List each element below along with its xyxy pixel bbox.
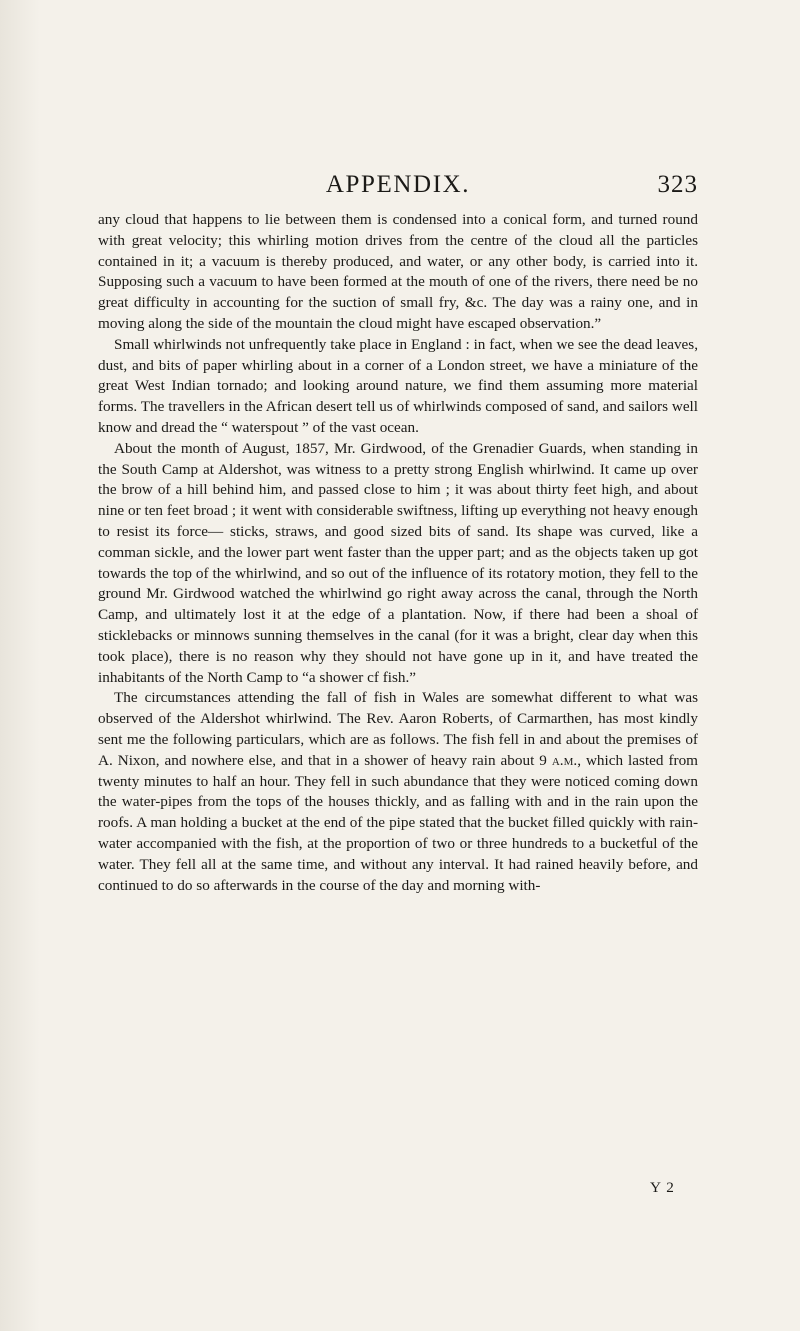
- paragraph-wales: [98, 688, 698, 896]
- paragraph-continuation: any cloud that happens to lie between them is condensed into a conical form, and turned round with great velocity; this whirling motion drives from the centre of the cloud all the particles contained in it; a vacuum is thereby produced, and water, or any other body, is carried into it. Supposing such a vacuum to have been formed at the mouth of one of the rivers, there need be no great difficulty in accounting for the suction of small fry, &c. The day was a rainy one, and in moving along the side of the mountain the cloud might have escaped observation.”: [98, 211, 698, 332]
- paragraph-aldershot: About the month of August, 1857, Mr. Girdwood, of the Grenadier Guards, when standing in the South Camp at Aldershot, was witness to a pretty strong English whirlwind. It came up over the brow of a hill behind him, and passed close to him ; it was about thirty feet high, and about nine or ten feet broad ; it went with considerable swiftness, lifting up everything not heavy enough to resist its force— sticks, straws, and good sized bits of sand. Its shape was curved, like a comman sickle, and the lower part went faster than the upper part; and as the objects taken up got towards the top of the whirlwind, and so out of the influence of its rotatory motion, they fell to the ground Mr. Girdwood watched the whirlwind go right away across the canal, through the North Camp, and ultimately lost it at the edge of a plantation. Now, if there had been a shoal of sticklebacks or minnows sunning themselves in the canal (for it was a bright, clear day when this took place), there is no reason why they should not have gone up in it, and have treated the inhabitants of the North Camp to “a shower cf fish.”: [98, 439, 698, 686]
- body-text: [98, 210, 698, 896]
- page-number: 323: [657, 171, 698, 198]
- paragraph-wales-part-1: The circumstances attending the fall of fish in Wales are somewhat different to what was observed of the Aldershot whirlwind. The Rev. Aaron Roberts, of Carmarthen, has most kindly sent me the following particulars, which are as follows. The fish fell in and about the premises of A. Nixon, and nowhere else, and that in a shower of heavy rain about 9: [98, 689, 698, 769]
- page-header: [98, 168, 698, 202]
- signature-mark: Y 2: [650, 1179, 675, 1196]
- running-title: APPENDIX.: [325, 171, 471, 198]
- time-abbreviation: a.m.: [551, 751, 578, 769]
- paragraph-whirlwinds: Small whirlwinds not unfrequently take place in England : in fact, when we see the dead leaves, dust, and bits of paper whirling about in a corner of a London street, we have a miniature of the great West Indian tornado; and looking around nature, we find them assuming more material forms. The travellers in the African desert tell us of whirlwinds composed of sand, and sailors well know and dread the “ waterspout ” of the vast ocean.: [98, 335, 698, 436]
- paragraph-wales-part-2: , which lasted from twenty minutes to half an hour. They fell in such abundance that they were noticed coming down the water-pipes from the tops of the houses thickly, and as falling with and in the rain upon the roofs. A man holding a bucket at the end of the pipe stated that the bucket filled quickly with rain-water accompanied with the fish, at the proportion of two or three hundreds to a bucketful of the water. They fell all at the same time, and without any interval. It had rained heavily before, and continued to do so afterwards in the course of the day and morning with-: [98, 751, 698, 894]
